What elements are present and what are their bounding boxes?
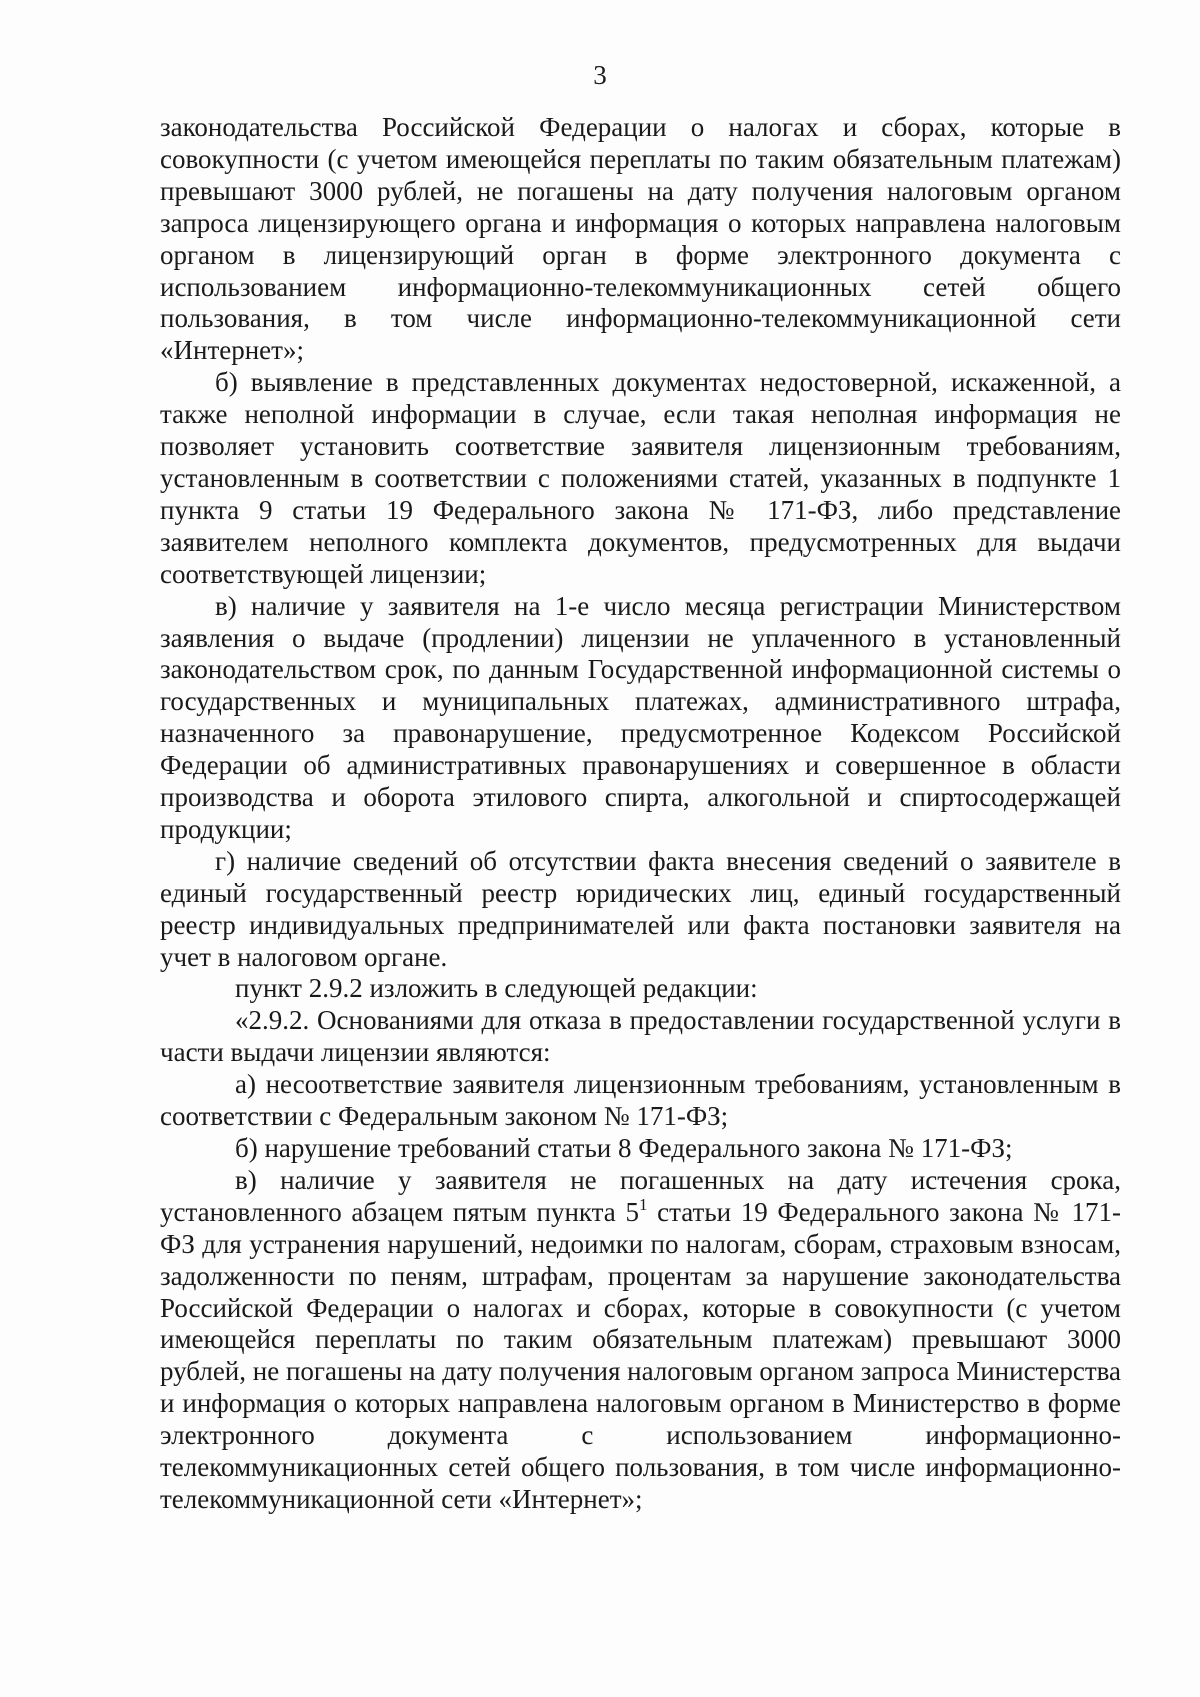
- superscript-1: 1: [638, 1194, 648, 1214]
- paragraph-2-9-2-v-start: в) наличие у заявителя не погашенных на дату истечения срока, установленного абзацем пятым пункта 5: [160, 1164, 1121, 1227]
- paragraph-g: г) наличие сведений об отсутствии факта внесения сведений о заявителе в единый государственный реестр юридических лиц, единый государственный реестр индивидуальных предпринимателей или факта постановки заявителя на учет в налоговом органе.: [160, 845, 1121, 972]
- paragraph-2-9-2-b: б) нарушение требований статьи 8 Федерального закона № 171-ФЗ;: [235, 1133, 1013, 1163]
- page-number: 3: [593, 60, 607, 90]
- paragraph-b: б) выявление в представленных документах недостоверной, искаженной, а также неполной информации в случае, если такая неполная информация не позволяет установить соответствие заявителя лицензионным требованиям, установленным в соответствии с положениями статей, указанных в подпункте 1 пункта 9 статьи 19 Федерального закона № 171-ФЗ, либо представление заявителем неполного комплекта документов, предусмотренных для выдачи соответствующей лицензии;: [160, 367, 1121, 589]
- paragraph-2-9-2-v-end: статьи 19 Федерального закона № 171-ФЗ для устранения нарушений, недоимки по налогам, сборам, страховым взносам, задолженности по пеням, штрафам, процентам за нарушение законодательства Российской Федерации о налогах и сборах, которые в совокупности (с учетом имеющейся переплаты по таким обязательным платежам) превышают 3000 рублей, не погашены на дату получения налоговым органом запроса Министерства и информация о которых направлена налоговым органом в Министерство в форме электронного документа с использованием информационно-телекоммуникационных сетей общего пользования, в том числе информационно-телекоммуникационной сети «Интернет»;: [160, 1196, 1122, 1514]
- paragraph-2-9-2: «2.9.2. Основаниями для отказа в предоставлении государственной услуги в части выдачи лицензии являются:: [160, 1005, 1121, 1068]
- paragraph-2-9-2-a: а) несоответствие заявителя лицензионным требованиям, установленным в соответствии с Федеральным законом № 171-ФЗ;: [160, 1069, 1121, 1132]
- paragraph-amendment-intro: пункт 2.9.2 изложить в следующей редакции:: [235, 973, 758, 1004]
- paragraph-continuation: законодательства Российской Федерации о налогах и сборах, которые в совокупности (с учетом имеющейся переплаты по таким обязательным платежам) превышают 3000 рублей, не погашены на дату получения налоговым органом запроса лицензирующего органа и информация о которых направлена налоговым органом в лицензирующий орган в форме электронного документа с использованием информационно-телекоммуникационных сетей общего пользования, в том числе информационно-телекоммуникационной сети «Интернет»;: [160, 112, 1121, 366]
- paragraph-v: в) наличие у заявителя на 1-е число месяца регистрации Министерством заявления о выдаче (продлении) лицензии не уплаченного в установленный законодательством срок, по данным Государственной информационной системы о государственных и муниципальных платежах, административного штрафа, назначенного за правонарушение, предусмотренное Кодексом Российской Федерации об административных правонарушениях и совершенное в области производства и оборота этилового спирта, алкогольной и спиртосодержащей продукции;: [160, 590, 1121, 844]
- document-body: [160, 112, 1121, 1516]
- paragraph-2-9-2-v: [160, 1165, 1121, 1516]
